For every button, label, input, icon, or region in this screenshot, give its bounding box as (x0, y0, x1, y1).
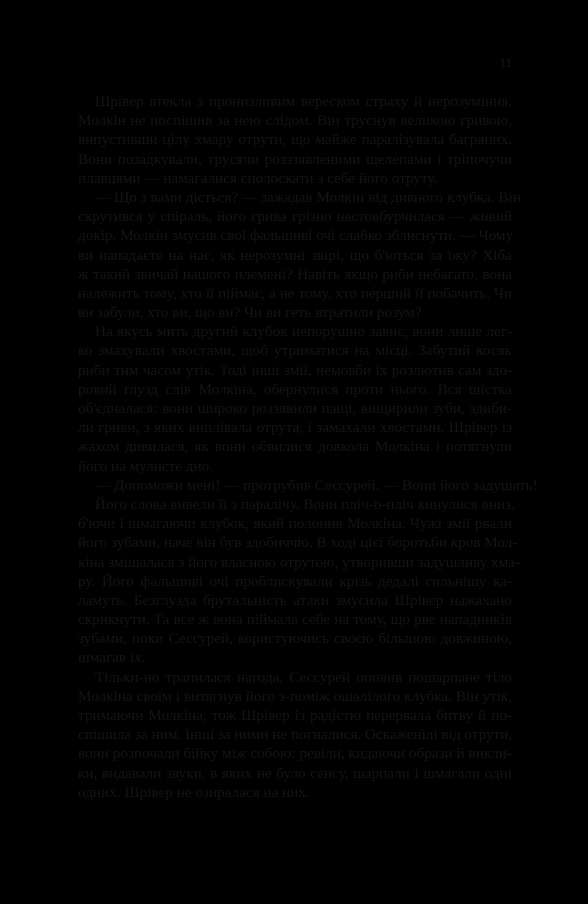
text-line: — Що з вами діється? — зажадав Молкін від дивного клубка. Він (95, 188, 521, 206)
text-line: скрикнути. Та все ж вона піймала себе на тому, що рве нападників (78, 611, 512, 629)
text-line: спішила за ним. Інші за ними не погналися. Оскаженілі від отрути, (78, 726, 513, 744)
text-line: ви забули, хто ви, що ви? Чи ви геть втратили розум? (78, 304, 422, 322)
text-line: ж такий звичай нашого племені? Навіть якщо риби небагато, вона (78, 265, 512, 283)
text-line: ру. Його фальшиві очі проблискували крізь дедалі сильнішу ка- (78, 572, 512, 590)
text-line: На якусь мить другий клубок непорушно завис, вони лише лег- (95, 323, 512, 341)
paragraph (78, 322, 512, 476)
text-line: одних. Шрівер не озиралася на них. (78, 783, 310, 801)
text-line: належить тому, хто її піймає, а не тому, хто перший її побачить. Чи (78, 284, 512, 302)
page-number: 11 (499, 55, 512, 70)
text-line: Вони позадкували, трусячи розззявленими щелепами і тріпочучи (78, 150, 512, 168)
text-line: кіна змішалася з його власною отрутою, утворивши задушливу хма- (78, 553, 520, 571)
text-line: риби тим часом утік. Тоді інші змії, немовби їх розлютив сам здо- (78, 361, 512, 379)
paragraph (78, 188, 521, 322)
text-line: скрутився у спіраль, його грива грізно настовбурчилася — живий (78, 208, 512, 226)
text-line: докір. Молкін змусив свої фальшиві очі слабко зблиснути. — Чому (78, 227, 514, 245)
text-body (78, 92, 538, 802)
text-line: випустивши цілу хмару отрути, що майже паралізувала багряних. (78, 131, 512, 149)
text-line: ламуть. Безглузда брутальність атаки змусила Шрівер нажахано (78, 591, 512, 609)
text-line: вони розпочали бійку між собою: ревіли, кидаючи образи й викли- (78, 745, 512, 763)
paragraph (78, 476, 538, 495)
text-line: зубами, поки Сессурей, користуючись своєю більшою довжиною, (78, 630, 512, 648)
text-line: об'єдналася: вони широко роззявили пащі, вищирили зуби, здиби- (78, 400, 512, 417)
text-line: Шрівер втекла з пронизливим вереском страху й нерозуміння. (95, 93, 512, 110)
text-line: ровий глузд слів Молкіна, обернулися проти нього. Вся шістка (78, 380, 512, 398)
text-line: б'ючи і шмагаючи клубок, який полонив Молкіна. Чужі змії рвали (78, 515, 512, 533)
text-line: Молкіна своїм і витягнув його з-поміж ошалілого клубка. Він утік, (78, 687, 512, 705)
text-line: — Допоможи мені! — протрубив Сессурей. — Вони його задушать! (95, 476, 538, 494)
text-line: тримаючи Молкіна, тож Шрівер із радістю перервала битву й по- (78, 707, 512, 724)
text-line: жахом дивилася, як вони обвилися довкола Молкіна і потягнули (78, 438, 512, 456)
text-line: Його слова вивели її з паралічу. Вони пліч-о-пліч кинулися вниз, (95, 495, 515, 513)
text-line: ко змахували хвостами, щоб утриматися на місці. Забутий косяк (78, 342, 512, 360)
text-line: плавцями — намагалися сполоскати з себе його отруту. (78, 169, 438, 187)
text-line: його на мулисте дно. (78, 457, 214, 475)
paragraph (78, 495, 520, 668)
paragraph (78, 92, 512, 188)
text-line: ви нападаєте на нас, як нерозумні звірі, що б'ються за їжу? Хіба (78, 246, 512, 264)
text-line: Молкін не поспішив за нею слідом. Він труснув великою гривою, (78, 112, 512, 130)
text-line: шмагав їх. (78, 649, 146, 667)
text-line: Тільки-но трапилася нагода, Сессурей оповив пошарпане тіло (95, 668, 512, 686)
paragraph (78, 668, 512, 802)
text-line: його зубами, наче він був здобиччю. В ході цієї боротьби кров Мол- (78, 534, 518, 552)
text-line: ки, видавали звуки, в яких не було сенсу, шарпали і шмагали одні (78, 764, 512, 782)
text-line: ли гриви, з яких виплівала отрута, і замахали хвостами. Шрівер із (78, 419, 512, 437)
